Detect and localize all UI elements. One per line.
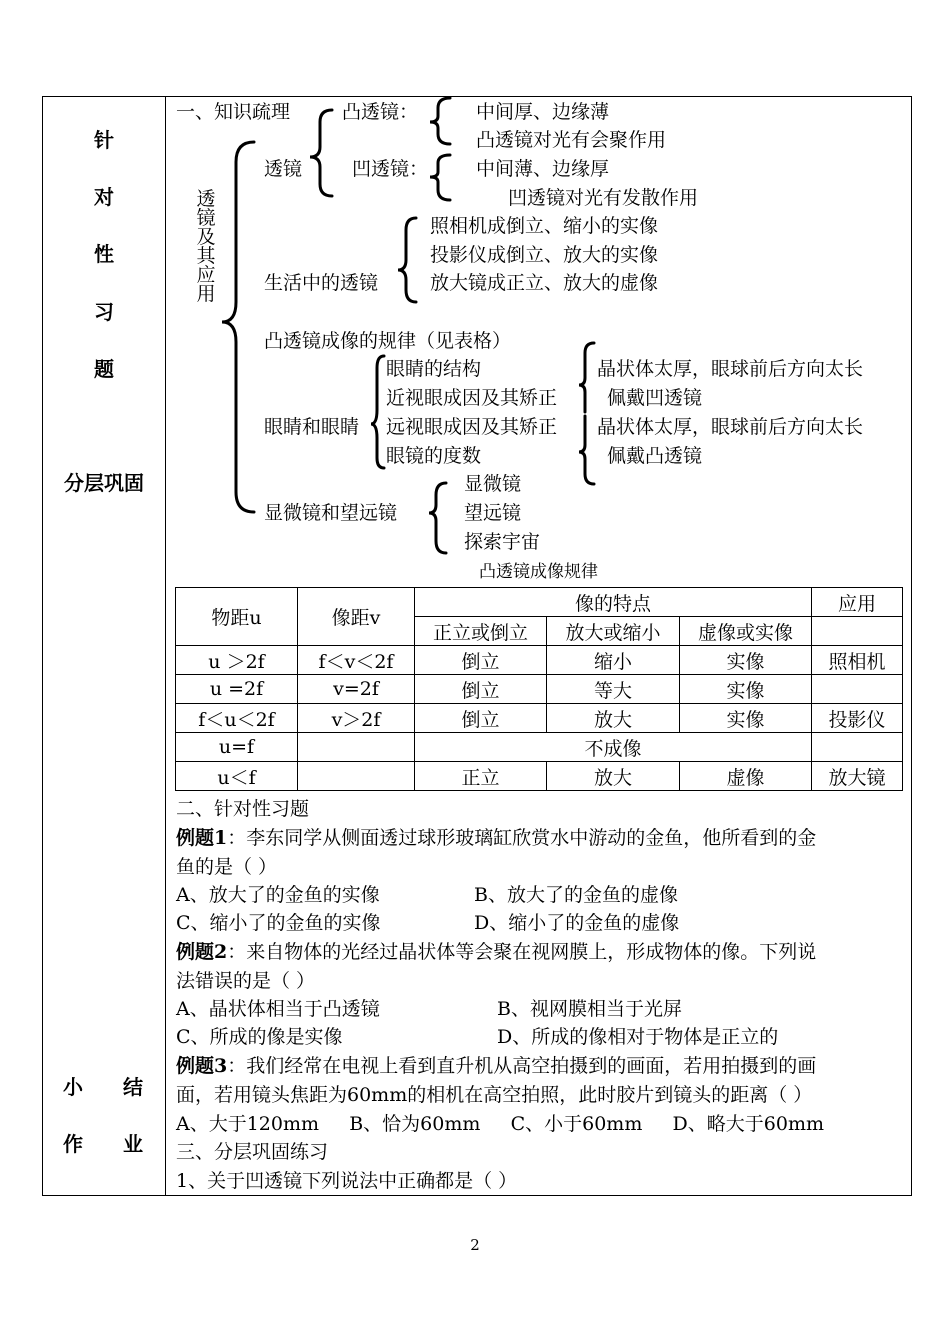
practice-question: 1、关于凹透镜下列说法中正确都是（ ） xyxy=(176,1170,518,1192)
cell-size: 放大 xyxy=(547,704,680,733)
header-type: 虚像或实像 xyxy=(680,617,812,646)
cell-application xyxy=(812,733,903,762)
cell-v xyxy=(298,733,415,762)
outline-eye-detail: 晶状体太厚，眼球前后方向太长 xyxy=(597,416,864,438)
table-caption: 凸透镜成像规律 xyxy=(479,562,598,582)
left-label-char: 针 xyxy=(94,128,114,152)
outline-rule: 凸透镜成像的规律（见表格） xyxy=(264,330,512,352)
outline-eye-item: 近视眼成因及其矫正 xyxy=(386,387,558,409)
page-number: 2 xyxy=(470,1236,480,1254)
outline-life-item: 照相机成倒立、缩小的实像 xyxy=(430,215,659,237)
example-label: 例题1 xyxy=(176,827,228,849)
header-image-distance: 像距v xyxy=(298,588,415,646)
outline-eye-detail: 佩戴凹透镜 xyxy=(607,387,703,409)
cell-application: 放大镜 xyxy=(812,762,903,791)
cell-orientation: 正立 xyxy=(415,762,547,791)
table-row xyxy=(176,704,903,733)
example-question xyxy=(176,940,816,964)
cell-u: u＜f xyxy=(176,762,298,791)
example-text-cont: 法错误的是（ ） xyxy=(176,970,316,992)
cell-v: v=2f xyxy=(298,675,415,704)
cell-type: 实像 xyxy=(680,704,812,733)
outline-convex-item: 凸透镜对光有会聚作用 xyxy=(476,129,667,151)
header-size: 放大或缩小 xyxy=(547,617,680,646)
left-label-char: 习 xyxy=(94,300,114,324)
outline-life-item: 放大镜成正立、放大的虚像 xyxy=(430,272,659,294)
cell-type: 实像 xyxy=(680,675,812,704)
option: C、所成的像是实像 xyxy=(176,1026,343,1048)
example-label: 例题2 xyxy=(176,941,228,963)
cell-type: 实像 xyxy=(680,646,812,675)
option: B、放大了的金鱼的虚像 xyxy=(474,884,678,906)
cell-size: 放大 xyxy=(547,762,680,791)
table-row xyxy=(176,733,903,762)
table-row xyxy=(176,675,903,704)
outline-life-item: 投影仪成倒立、放大的实像 xyxy=(430,244,659,266)
outline-concave-item: 凹透镜对光有发散作用 xyxy=(508,187,699,209)
outline-eye-detail: 晶状体太厚，眼球前后方向太长 xyxy=(597,358,864,380)
cell-application: 照相机 xyxy=(812,646,903,675)
option: D、缩小了的金鱼的虚像 xyxy=(474,912,680,934)
cell-v: f＜v＜2f xyxy=(298,646,415,675)
header-application: 应用 xyxy=(812,588,903,617)
left-label-char: 小 xyxy=(63,1075,83,1099)
cell-size: 等大 xyxy=(547,675,680,704)
cell-size: 缩小 xyxy=(547,646,680,675)
option: B、视网膜相当于光屏 xyxy=(497,998,682,1020)
outline-convex-item: 中间厚、边缘薄 xyxy=(476,101,610,123)
outline-eye-item: 眼镜的度数 xyxy=(386,445,482,467)
header-image-features: 像的特点 xyxy=(415,588,812,617)
outline-life: 生活中的透镜 xyxy=(264,272,379,294)
left-label-char: 性 xyxy=(94,242,114,266)
outline-eye: 眼睛和眼睛 xyxy=(264,416,360,438)
left-label-char: 对 xyxy=(94,185,114,209)
outline-root-vertical: 透镜及其应用 xyxy=(196,188,216,305)
section-heading: 三、分层巩固练习 xyxy=(176,1141,329,1163)
example-text: ：李东同学从侧面透过球形玻璃缸欣赏水中游动的金鱼，他所看到的金 xyxy=(227,827,817,849)
cell-u: u ＞2f xyxy=(176,646,298,675)
option: D、所成的像相对于物体是正立的 xyxy=(497,1026,779,1048)
outline-eye-item: 眼睛的结构 xyxy=(386,358,482,380)
outline-eye-item: 远视眼成因及其矫正 xyxy=(386,416,558,438)
outline-eye-detail: 佩戴凸透镜 xyxy=(607,445,703,467)
cell-u: f＜u＜2f xyxy=(176,704,298,733)
outline-scope-item: 望远镜 xyxy=(464,502,522,524)
header-orientation: 正立或倒立 xyxy=(415,617,547,646)
example-text: ：来自物体的光经过晶状体等会聚在视网膜上，形成物体的像。下列说 xyxy=(227,941,817,963)
section-heading: 二、针对性习题 xyxy=(176,798,310,820)
example-question xyxy=(176,826,816,850)
left-label-char: 作 xyxy=(63,1132,83,1156)
outline-lens: 透镜 xyxy=(264,158,303,180)
example-label: 例题3 xyxy=(176,1055,228,1077)
left-label-char: 业 xyxy=(123,1132,143,1156)
left-label-sub: 分层巩固 xyxy=(64,471,144,495)
outline-concave-item: 中间薄、边缘厚 xyxy=(476,158,610,180)
cell-v xyxy=(298,762,415,791)
example-text-cont: 面，若用镜头焦距为60mm的相机在高空拍照，此时胶片到镜头的距离（ ） xyxy=(176,1084,813,1106)
cell-merged: 不成像 xyxy=(415,733,812,762)
cell-u: u=f xyxy=(176,733,298,762)
example-text: ：我们经常在电视上看到直升机从高空拍摄到的画面，若用拍摄到的画 xyxy=(227,1055,817,1077)
example-question xyxy=(176,1054,816,1078)
cell-orientation: 倒立 xyxy=(415,704,547,733)
cell-orientation: 倒立 xyxy=(415,646,547,675)
header-application-empty xyxy=(812,617,903,646)
imaging-rules-table xyxy=(175,587,903,791)
left-label-char: 题 xyxy=(94,357,114,381)
header-object-distance: 物距u xyxy=(176,588,298,646)
outline-convex: 凸透镜： xyxy=(342,101,419,123)
example-text-cont: 鱼的是（ ） xyxy=(176,856,278,878)
table-row xyxy=(176,646,903,675)
cell-type: 虚像 xyxy=(680,762,812,791)
outline-concave: 凹透镜： xyxy=(352,158,429,180)
outline-scope: 显微镜和望远镜 xyxy=(264,502,398,524)
option: C、缩小了的金鱼的实像 xyxy=(176,912,381,934)
option: A、晶状体相当于凸透镜 xyxy=(176,998,380,1020)
cell-v: v＞2f xyxy=(298,704,415,733)
option-line: A、大于120mm B、恰为60mm C、小于60mm D、略大于60mm xyxy=(176,1113,824,1135)
cell-u: u =2f xyxy=(176,675,298,704)
outline-scope-item: 显微镜 xyxy=(464,473,522,495)
cell-application xyxy=(812,675,903,704)
cell-orientation: 倒立 xyxy=(415,675,547,704)
option: A、放大了的金鱼的实像 xyxy=(176,884,380,906)
outline-heading: 一、知识疏理 xyxy=(176,101,291,123)
table-row xyxy=(176,762,903,791)
cell-application: 投影仪 xyxy=(812,704,903,733)
outline-scope-item: 探索宇宙 xyxy=(464,531,541,553)
left-label-char: 结 xyxy=(123,1075,143,1099)
